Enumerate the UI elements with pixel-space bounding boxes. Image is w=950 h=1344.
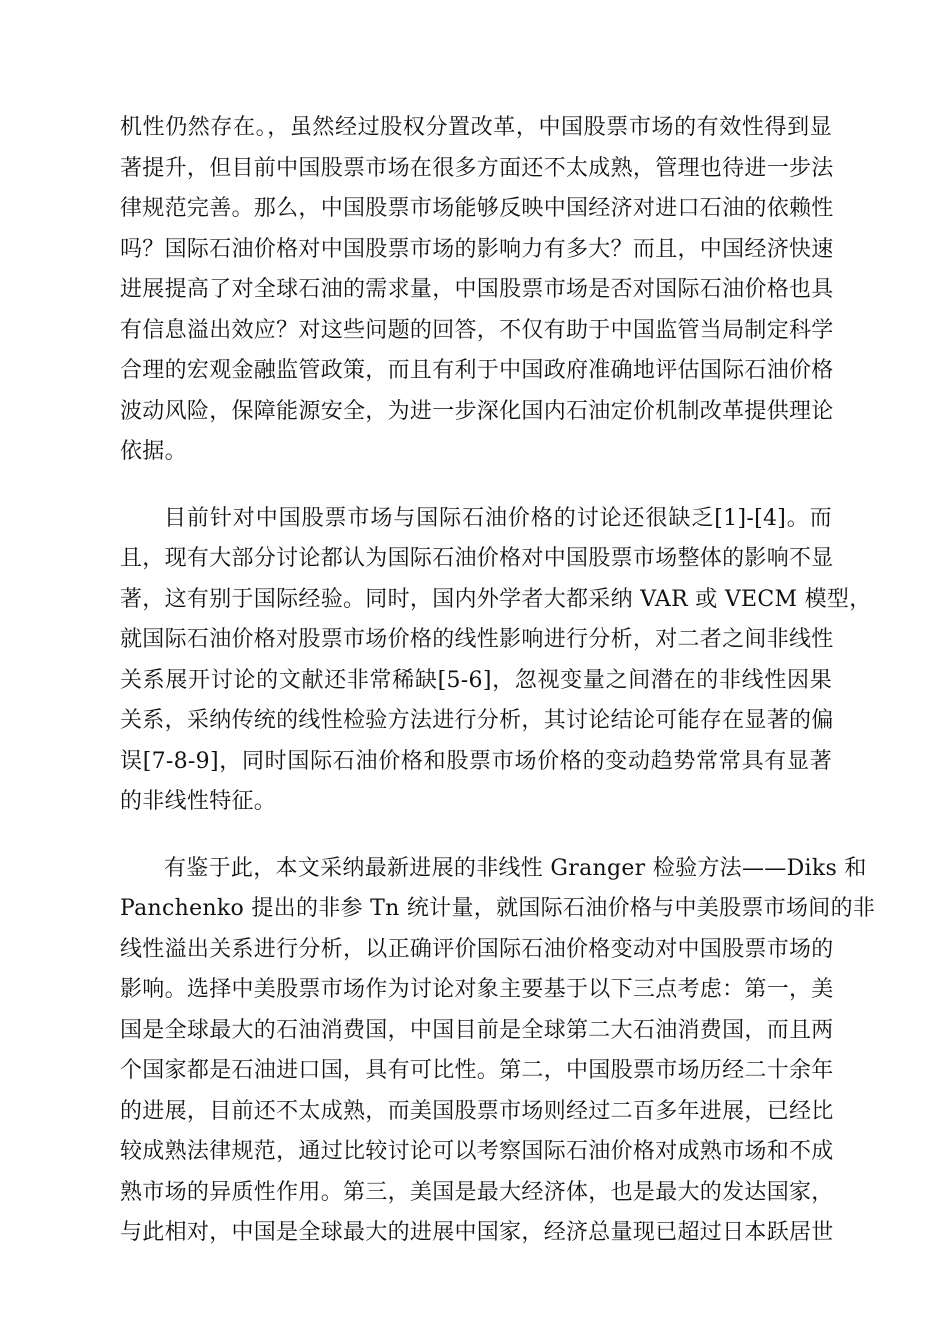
body-text <box>120 108 876 1254</box>
text-line: 影响。选择中美股票市场作为讨论对象主要基于以下三点考虑：第一，美 <box>120 977 834 1002</box>
text-line: 个国家都是石油进口国，具有可比性。第二，中国股票市场历经二十余年 <box>120 1058 834 1083</box>
text-line: 且，现有大部分讨论都认为国际石油价格对中国股票市场整体的影响不显 <box>120 546 834 571</box>
text-line: 吗？国际石油价格对中国股票市场的影响力有多大？而且，中国经济快速 <box>120 236 834 262</box>
text-line: 的非线性特征。 <box>120 789 277 814</box>
text-line: 国是全球最大的石油消费国，中国目前是全球第二大石油消费国，而且两 <box>120 1017 834 1043</box>
text-line: 律规范完善。那么，中国股票市场能够反映中国经济对进口石油的依赖性 <box>120 196 834 221</box>
text-line: 关系展开讨论的文献还非常稀缺[5-6]，忽视变量之间潜在的非线性因果 <box>120 667 832 693</box>
text-line: 熟市场的异质性作用。第三，美国是最大经济体，也是最大的发达国家， <box>120 1179 834 1205</box>
text-line: 关系，采纳传统的线性检验方法进行分析，其讨论结论可能存在显著的偏 <box>120 708 834 733</box>
paragraph-3 <box>120 849 876 1254</box>
text-line: 合理的宏观金融监管政策，而且有利于中国政府准确地评估国际石油价格 <box>120 358 834 383</box>
paragraph-1 <box>120 108 832 473</box>
text-line: 机性仍然存在。，虽然经过股权分置改革，中国股票市场的有效性得到显 <box>120 115 832 140</box>
text-line: 著提升，但目前中国股票市场在很多方面还不太成熟，管理也待进一步法 <box>120 155 834 181</box>
text-line: 较成熟法律规范，通过比较讨论可以考察国际石油价格对成熟市场和不成 <box>120 1139 834 1164</box>
text-line: 就国际石油价格对股票市场价格的线性影响进行分析，对二者之间非线性 <box>120 627 834 652</box>
text-line: 进展提高了对全球石油的需求量，中国股票市场是否对国际石油价格也具 <box>120 277 834 302</box>
text-line: Panchenko 提出的非参 Tn 统计量，就国际石油价格与中美股票市场间的非 <box>120 896 876 921</box>
text-line: 线性溢出关系进行分析，以正确评价国际石油价格变动对中国股票市场的 <box>120 936 834 962</box>
text-line: 目前针对中国股票市场与国际石油价格的讨论还很缺乏[1]-[4]。而 <box>164 505 832 531</box>
paragraph-2 <box>120 499 872 823</box>
text-line: 有信息溢出效应？对这些问题的回答，不仅有助于中国监管当局制定科学 <box>120 317 834 343</box>
text-line: 著，这有别于国际经验。同时，国内外学者大都采纳 VAR 或 VECM 模型， <box>120 586 872 612</box>
text-line: 依据。 <box>120 439 187 464</box>
text-line: 有鉴于此，本文采纳最新进展的非线性 Granger 检验方法——Diks 和 <box>164 855 867 881</box>
text-line: 误[7-8-9]，同时国际石油价格和股票市场价格的变动趋势常常具有显著 <box>120 748 832 774</box>
text-line: 波动风险，保障能源安全，为进一步深化国内石油定价机制改革提供理论 <box>120 398 834 424</box>
text-line: 的进展，目前还不太成熟，而美国股票市场则经过二百多年进展，已经比 <box>120 1098 834 1124</box>
text-line: 与此相对，中国是全球最大的进展中国家，经济总量现已超过日本跃居世 <box>120 1220 834 1245</box>
